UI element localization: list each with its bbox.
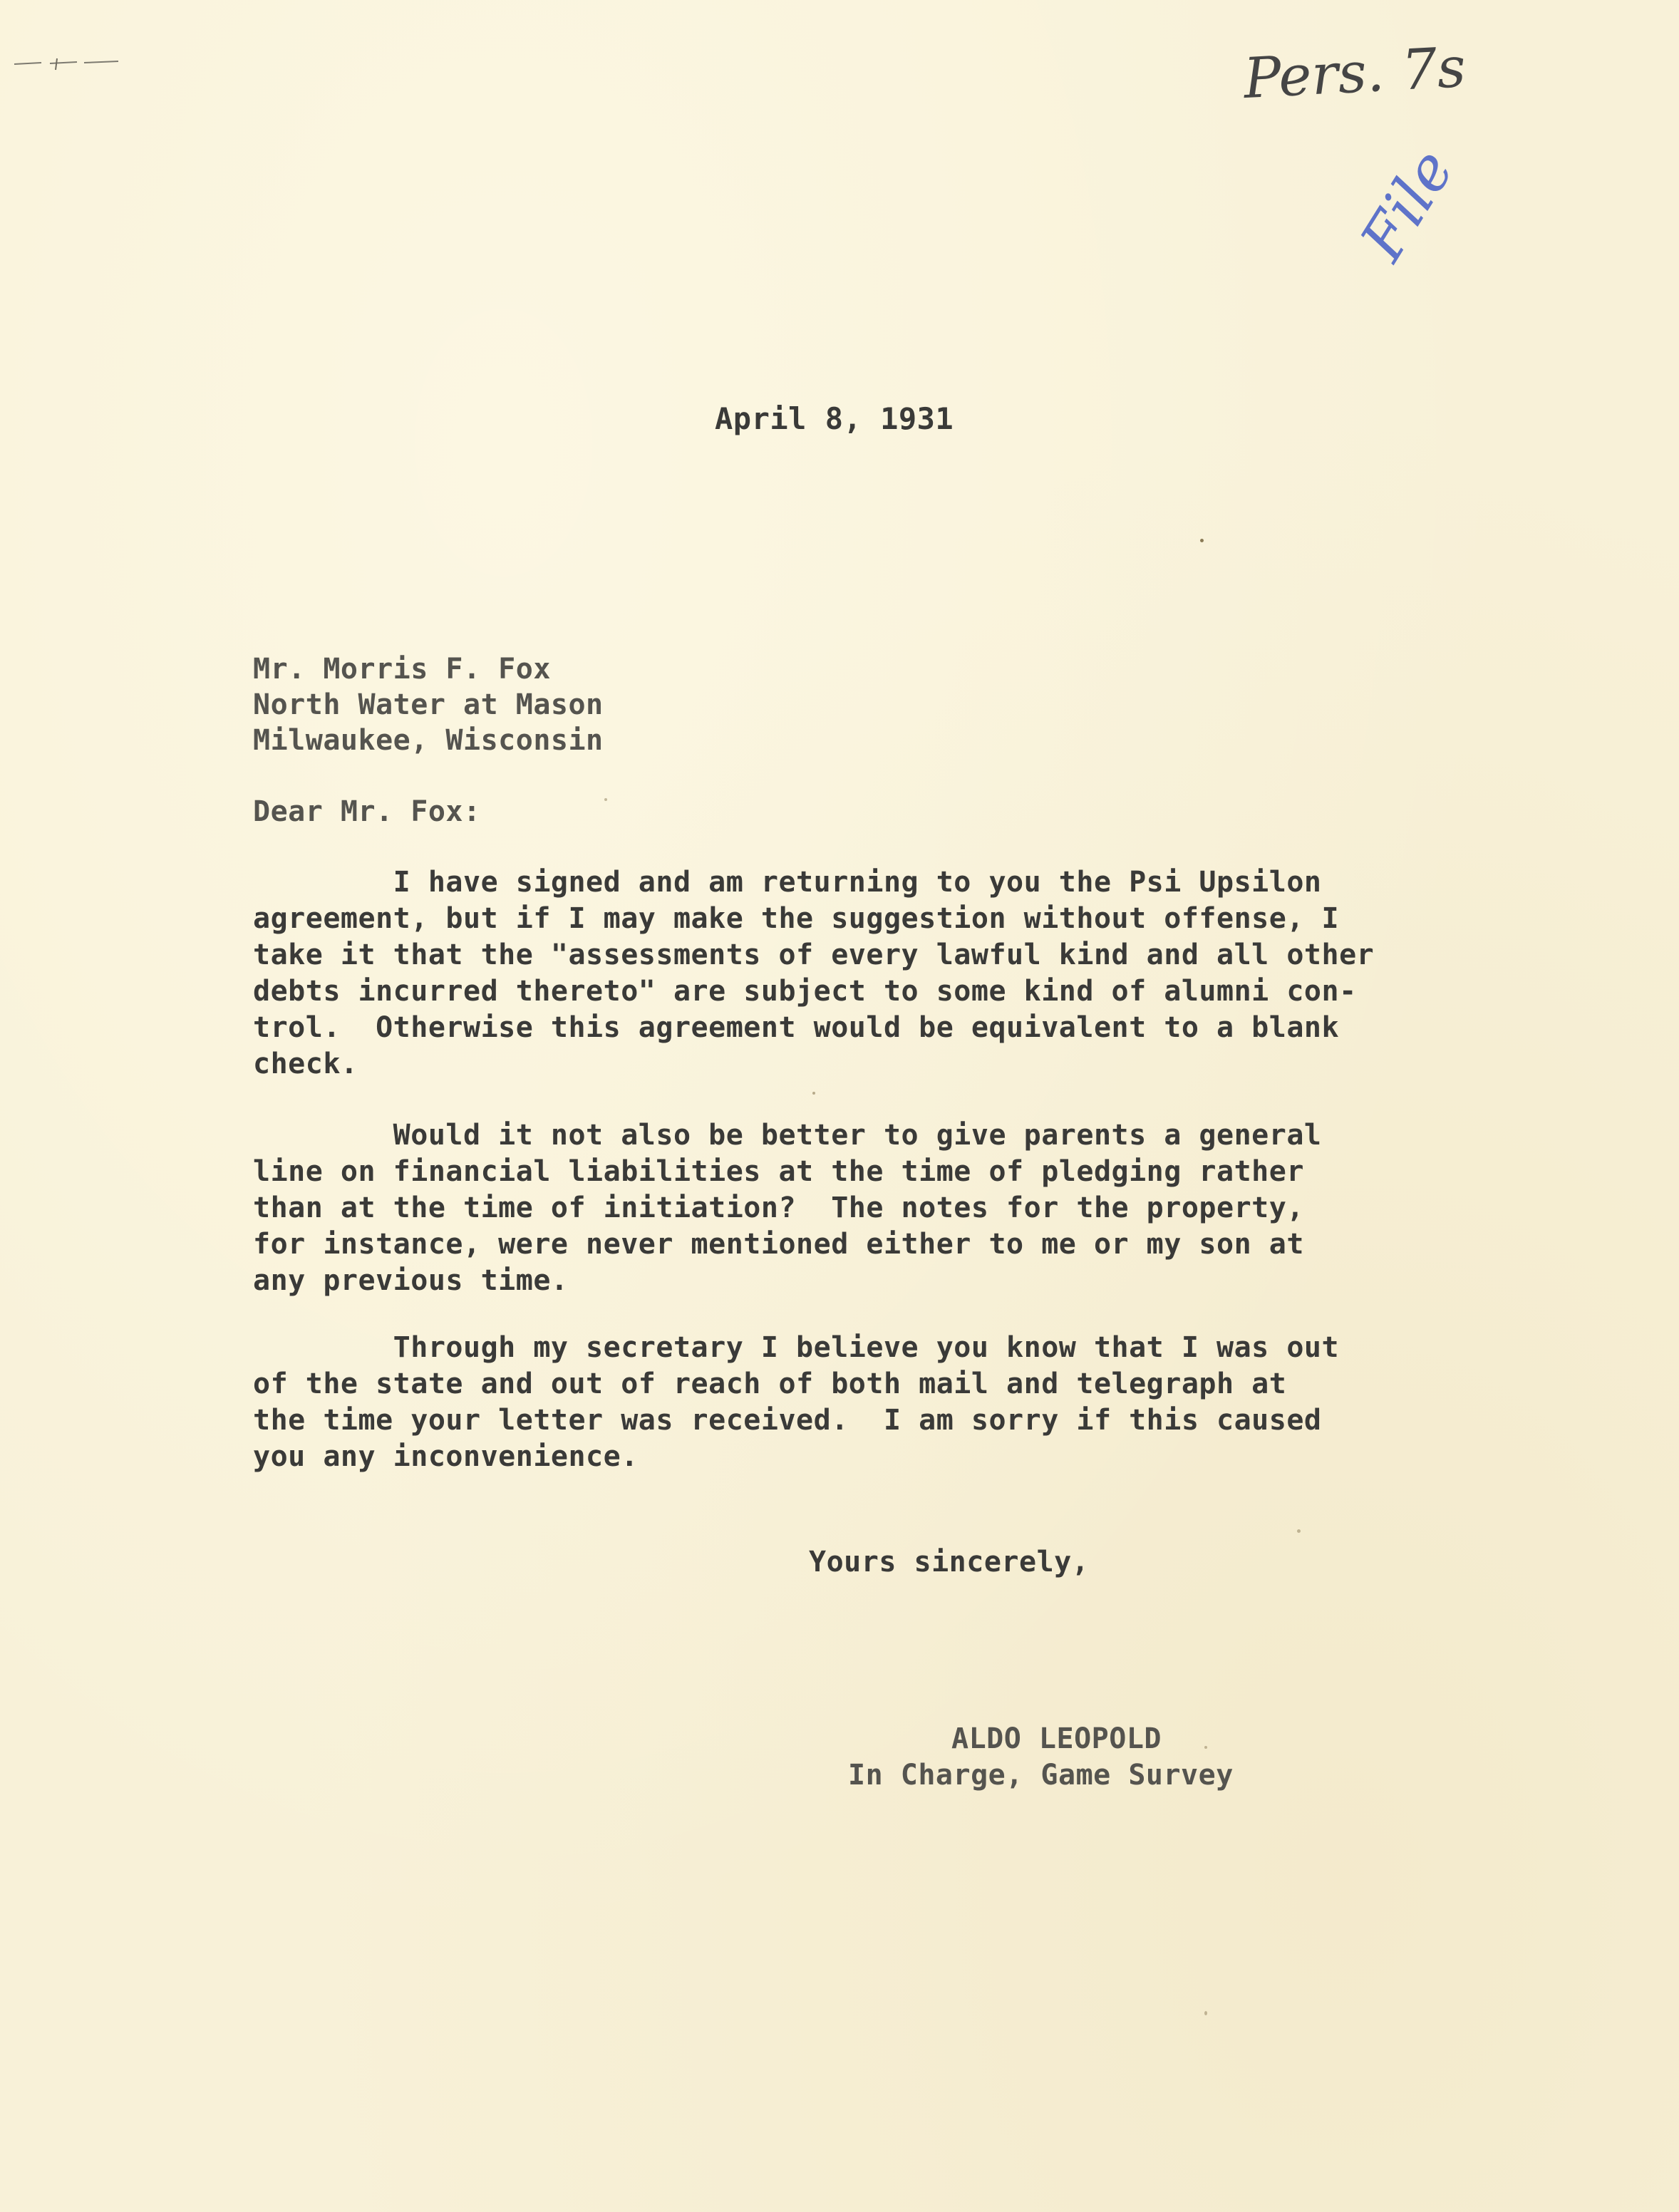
paragraph-1-line-1: I have signed and am returning to you the Psi Upsilon — [253, 866, 1322, 899]
recipient-line-1: Mr. Morris F. Fox — [253, 653, 551, 686]
paragraph-1-line-2: agreement, but if I may make the suggestion without offense, I — [253, 902, 1340, 935]
paragraph-3-line-2: of the state and out of reach of both mail and telegraph at — [253, 1368, 1287, 1400]
paragraph-2-line-3: than at the time of initiation? The notes for the property, — [253, 1192, 1304, 1224]
signature-title: In Charge, Game Survey — [848, 1759, 1234, 1792]
paragraph-1-line-3: take it that the "assessments of every lawful kind and all other — [253, 939, 1375, 971]
paragraph-1-line-6: check. — [253, 1048, 358, 1080]
recipient-line-2: North Water at Mason — [253, 688, 604, 721]
closing: Yours sincerely, — [809, 1546, 1090, 1578]
paragraph-2-line-5: any previous time. — [253, 1264, 569, 1297]
paragraph-3-line-4: you any inconvenience. — [253, 1440, 639, 1473]
paragraph-1-line-4: debts incurred thereto" are subject to some kind of alumni con- — [253, 975, 1357, 1008]
letter-date: April 8, 1931 — [715, 401, 954, 436]
paragraph-3-line-1: Through my secretary I believe you know that I was out — [253, 1331, 1340, 1364]
paper-speck — [1204, 1746, 1207, 1749]
signature-name: ALDO LEOPOLD — [951, 1722, 1162, 1755]
salutation: Dear Mr. Fox: — [253, 795, 481, 828]
paper-speck — [1297, 1529, 1301, 1533]
handwritten-notation-pers: Pers. 7s — [1241, 35, 1467, 112]
paper-speck — [1204, 2011, 1207, 2015]
paper-speck — [812, 1092, 815, 1095]
handwritten-notation-file: File — [1347, 137, 1467, 272]
paper-speck — [604, 798, 607, 801]
pencil-mark — [13, 57, 120, 71]
recipient-line-3: Milwaukee, Wisconsin — [253, 724, 604, 757]
paragraph-2-line-4: for instance, were never mentioned either to me or my son at — [253, 1228, 1304, 1261]
paragraph-1-line-5: trol. Otherwise this agreement would be equivalent to a blank — [253, 1011, 1340, 1044]
paragraph-3-line-3: the time your letter was received. I am sorry if this caused — [253, 1404, 1322, 1437]
paragraph-2-line-2: line on financial liabilities at the time of pledging rather — [253, 1155, 1304, 1188]
paper-speck — [1200, 539, 1204, 542]
paragraph-2-line-1: Would it not also be better to give parents a general — [253, 1119, 1322, 1152]
